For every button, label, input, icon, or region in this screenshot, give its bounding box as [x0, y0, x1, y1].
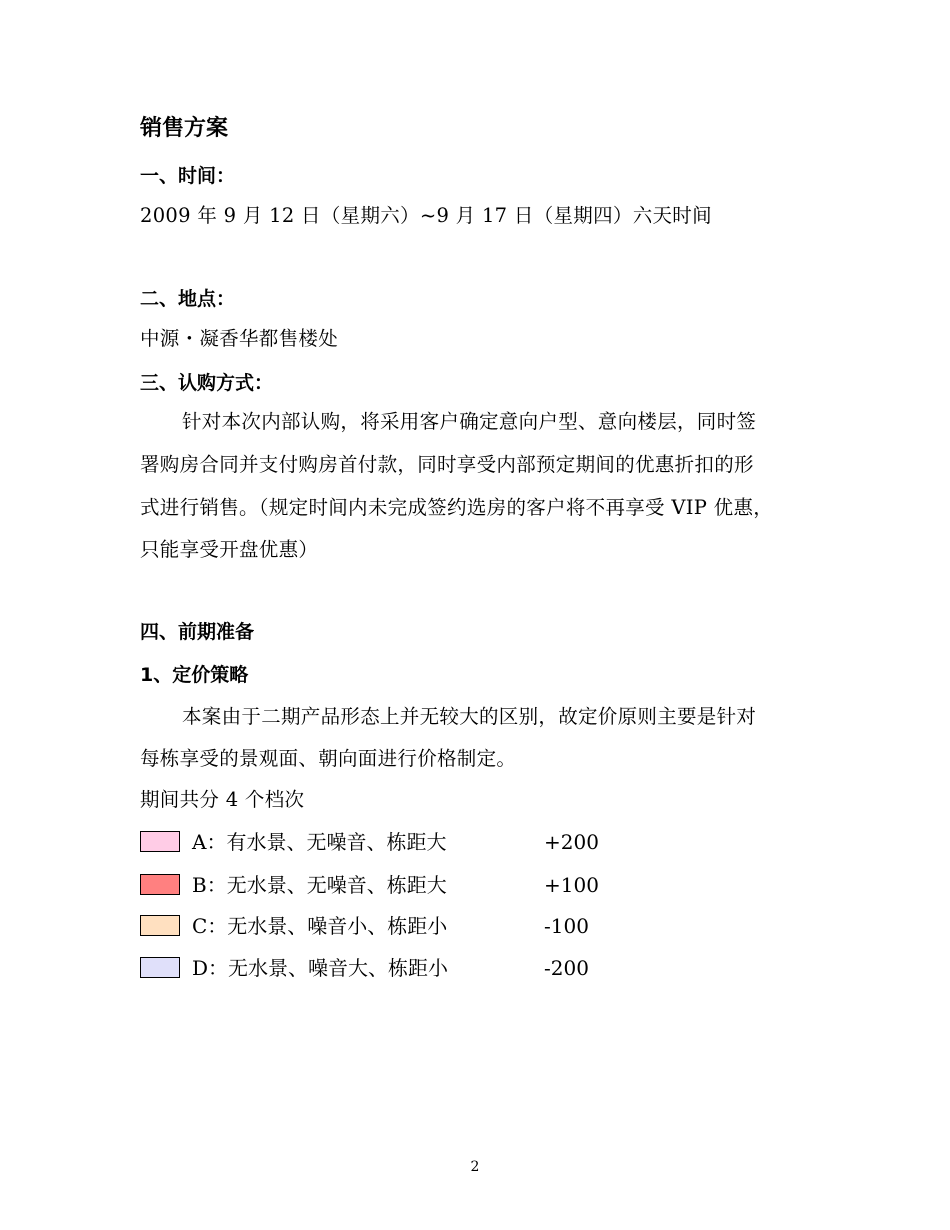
- section-time-heading: 一、时间：: [140, 165, 236, 187]
- section-method-line: 针对本次内部认购，将采用客户确定意向户型、意向楼层，同时签: [182, 410, 757, 433]
- section-method-line: 只能享受开盘优惠）: [140, 538, 319, 561]
- page-number: 2: [470, 1159, 480, 1175]
- section-method-heading: 三、认购方式：: [140, 372, 274, 394]
- pricing-strategy-heading: 1、定价策略: [140, 664, 249, 686]
- pricing-strategy-line: 每栋享受的景观面、朝向面进行价格制定。: [140, 747, 517, 770]
- color-swatch: [140, 957, 180, 978]
- price-level-a: [140, 828, 640, 856]
- price-level-value: -100: [544, 914, 589, 938]
- price-level-value: +200: [544, 830, 599, 854]
- pricing-strategy-line: 本案由于二期产品形态上并无较大的区别，故定价原则主要是针对: [182, 705, 757, 728]
- price-level-label: D：无水景、噪音大、栋距小: [192, 956, 449, 980]
- section-prep-heading: 四、前期准备: [140, 621, 255, 643]
- section-place-text: 中源・凝香华都售楼处: [140, 327, 339, 350]
- color-swatch: [140, 915, 180, 936]
- section-method-line: 式进行销售。（规定时间内未完成签约选房的客户将不再享受 VIP 优惠，: [140, 496, 774, 519]
- color-swatch: [140, 874, 180, 895]
- price-level-b: [140, 871, 640, 899]
- price-level-label: B：无水景、无噪音、栋距大: [192, 873, 447, 897]
- price-level-value: +100: [544, 873, 599, 897]
- section-place-heading: 二、地点：: [140, 288, 236, 310]
- levels-intro: 期间共分 4 个档次: [140, 788, 305, 811]
- price-level-label: C：无水景、噪音小、栋距小: [192, 914, 448, 938]
- price-level-c: [140, 912, 640, 940]
- document-title: 销售方案: [140, 116, 229, 141]
- price-level-value: -200: [544, 956, 589, 980]
- price-level-d: [140, 954, 640, 982]
- section-time-text: 2009 年 9 月 12 日（星期六）~9 月 17 日（星期四）六天时间: [140, 204, 712, 227]
- section-method-line: 署购房合同并支付购房首付款，同时享受内部预定期间的优惠折扣的形: [140, 453, 754, 476]
- color-swatch: [140, 831, 180, 852]
- price-level-label: A：有水景、无噪音、栋距大: [192, 830, 447, 854]
